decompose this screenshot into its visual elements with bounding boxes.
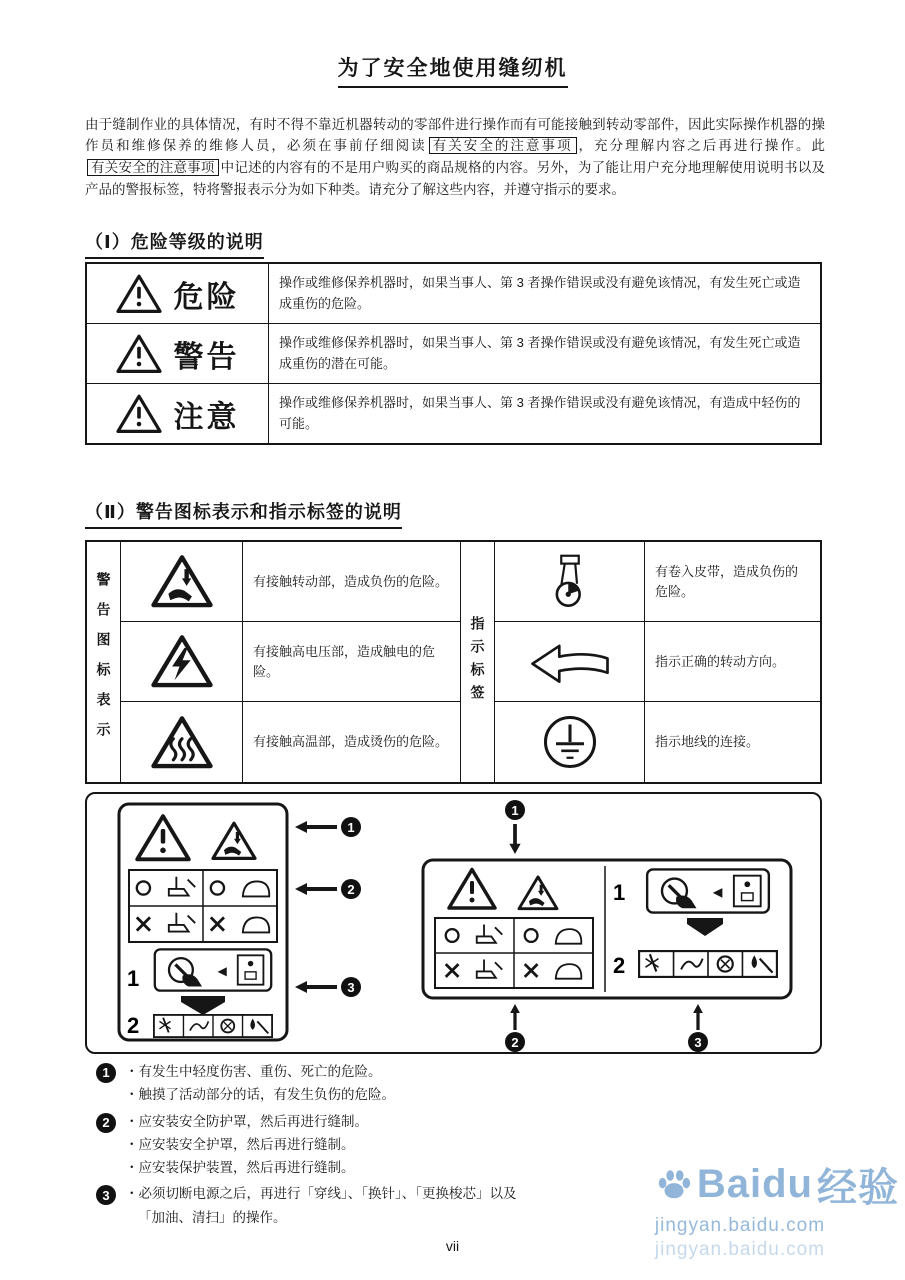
callout-badge-1: 1 xyxy=(341,817,361,837)
warning-triangle-icon xyxy=(116,393,162,435)
danger-level-table xyxy=(85,262,822,445)
danger-level-label: 危险 xyxy=(173,280,240,314)
page-title: 为了安全地使用缝纫机 xyxy=(338,52,568,88)
note-badge-3: 3 xyxy=(96,1185,116,1205)
intro-text: ，充分理解内容之后再进行操作。此 xyxy=(578,138,826,154)
note-line: ・应安装保护装置，然后再进行缝制。 xyxy=(125,1160,355,1175)
note-line: ・应安装安全护罩，然后再进行缝制。 xyxy=(125,1136,355,1152)
callout-badge-2: 2 xyxy=(505,1032,525,1052)
hand-injury-description: 有接触转动部，造成负伤的危险。 xyxy=(243,542,461,622)
note-badge-2: 2 xyxy=(96,1113,116,1133)
left-arrow-icon xyxy=(295,882,337,896)
up-arrow-icon xyxy=(691,1004,705,1030)
warning-triangle-icon xyxy=(116,273,162,315)
indication-labels-column-label: 指示标签 xyxy=(461,542,495,782)
step-number: 1 xyxy=(127,966,140,991)
section1-heading: （Ⅰ）危险等级的说明 xyxy=(85,228,264,259)
baidu-jingyan-watermark xyxy=(655,1156,899,1261)
hand-injury-icon-cell xyxy=(121,542,243,622)
baidu-paw-icon xyxy=(655,1166,693,1204)
up-arrow-icon xyxy=(508,1004,522,1030)
step-number: 2 xyxy=(613,953,626,978)
warning-triangle-icon xyxy=(116,333,162,375)
note-badge-1: 1 xyxy=(96,1063,116,1083)
hot-surface-triangle-icon xyxy=(151,714,213,771)
callout-badge-2: 2 xyxy=(341,879,361,899)
warning-icons-column-label: 警告图标表示 xyxy=(87,542,121,782)
warning-label-cell xyxy=(87,324,269,383)
caution-description: 操作或维修保养机器时，如果当事人、第 3 者操作错误或没有避免该情况，有造成中轻伤的可能。 xyxy=(279,395,801,431)
note-line: ・必须切断电源之后，再进行「穿线」、「换针」、「更换梭芯」以及 xyxy=(125,1186,517,1202)
intro-text: 中记述的内容有的不是用户购买的商品规格的内容。另外，为了能让用户充分地理解使用说明书以及产品的警报标签，特将警报表示分为如下种类。请充分了解这些内容，并遵守指示的要求。 xyxy=(85,160,826,198)
high-voltage-description: 有接触高电压部，造成触电的危险。 xyxy=(243,622,461,702)
direction-icon-cell xyxy=(495,622,645,702)
hot-surface-description: 有接触高温部，造成烫伤的危险。 xyxy=(243,702,461,782)
hand-injury-triangle-icon xyxy=(151,553,213,610)
table-row-warning xyxy=(87,324,820,384)
warning-icon-table xyxy=(85,540,822,784)
table-row-danger xyxy=(87,264,820,324)
watermark-url-faint: jingyan.baidu.com xyxy=(654,1239,826,1260)
warning-label-left xyxy=(117,802,289,1042)
caution-label-cell xyxy=(87,384,269,443)
hot-surface-icon-cell xyxy=(121,702,243,782)
note-1 xyxy=(96,1062,816,1109)
belt-description: 有卷入皮带，造成负伤的危险。 xyxy=(645,542,820,622)
left-arrow-icon xyxy=(295,980,337,994)
callout-badge-3: 3 xyxy=(688,1032,708,1052)
watermark-logo xyxy=(655,1156,899,1213)
page-number: vii xyxy=(445,1238,460,1254)
ground-icon-cell xyxy=(495,702,645,782)
ground-description: 指示地线的连接。 xyxy=(655,734,760,750)
intro-paragraph xyxy=(85,114,825,201)
intro-text: 由于缝制作业的具体情况，有时不得不靠近机器转动的零部件进行操作而有可能接触到转动零部件，因此实际操作机器的操作员和维修保养的维修人员，必须在事前仔细阅读 xyxy=(85,116,825,154)
note-line: ・应安装安全防护罩，然后再进行缝制。 xyxy=(125,1113,368,1129)
step-number: 1 xyxy=(613,880,626,905)
callout-badge-1: 1 xyxy=(505,800,525,820)
warning-description: 操作或维修保养机器时，如果当事人、第 3 者操作错误或没有避免该情况，有发生死亡或造成重伤的潜在可能。 xyxy=(279,335,801,371)
rotation-direction-arrow-icon xyxy=(526,637,614,687)
watermark-brand: Baidu xyxy=(696,1162,813,1206)
safety-precautions-box: 有关安全的注意事项 xyxy=(87,159,219,176)
ground-connection-icon xyxy=(540,714,600,770)
watermark-brand-cn: 经验 xyxy=(817,1166,899,1210)
note-line: 「加油、清扫」的操作。 xyxy=(138,1209,287,1225)
section2-heading: （Ⅱ）警告图标表示和指示标签的说明 xyxy=(85,498,402,529)
belt-entanglement-icon xyxy=(542,554,598,610)
note-line: ・有发生中轻度伤害、重伤、死亡的危险。 xyxy=(125,1064,382,1079)
direction-description: 指示正确的转动方向。 xyxy=(645,622,820,702)
warning-label-right xyxy=(421,858,793,1000)
watermark-url: jingyan.baidu.com xyxy=(654,1215,826,1236)
title-wrap xyxy=(0,52,905,88)
high-voltage-icon-cell xyxy=(121,622,243,702)
danger-label-cell xyxy=(87,264,269,323)
danger-description: 操作或维修保养机器时，如果当事人、第 3 者操作错误或没有避免该情况，有发生死亡或造成重伤的危险。 xyxy=(279,275,801,311)
step-number: 2 xyxy=(127,1013,140,1038)
safety-precautions-box: 有关安全的注意事项 xyxy=(429,137,577,154)
caution-level-label: 注意 xyxy=(173,400,240,434)
note-line: ・触摸了活动部分的话，有发生负伤的危险。 xyxy=(125,1087,395,1103)
belt-icon-cell xyxy=(495,542,645,622)
left-arrow-icon xyxy=(295,820,337,834)
warning-label-diagram xyxy=(85,792,822,1054)
warning-level-label: 警告 xyxy=(173,340,240,374)
table-row-caution xyxy=(87,384,820,443)
callout-badge-3: 3 xyxy=(341,977,361,997)
down-arrow-icon xyxy=(508,824,522,854)
high-voltage-triangle-icon xyxy=(151,633,213,690)
